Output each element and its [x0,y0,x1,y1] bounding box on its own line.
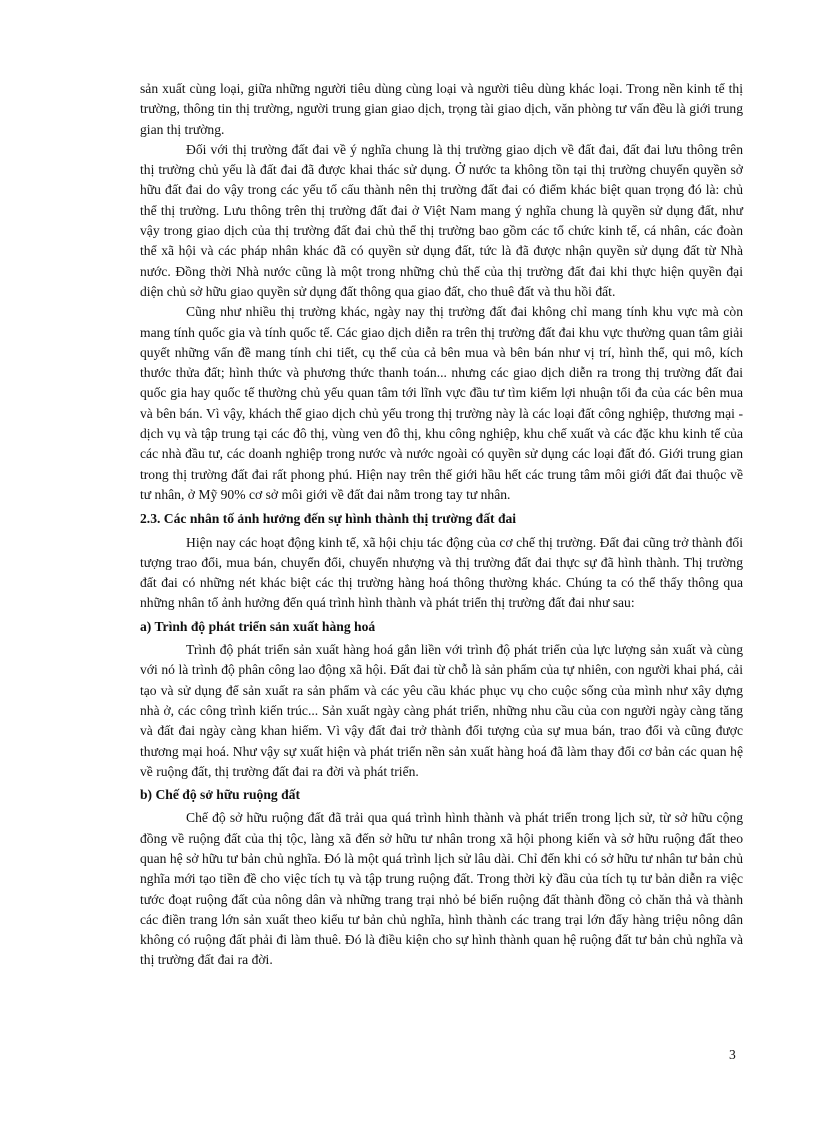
section-intro-paragraph: Hiện nay các hoạt động kinh tế, xã hội chịu tác động của cơ chế thị trường. Đất đai cũng trở thành đối tượng trao đổi, mua bán, chuyển đổi, chuyển nhượng và thị trường đất đai thực sự đã hình thành. Thị trường đất đai có những nét khác biệt các thị trường hàng hoá thông thường khác. Chúng ta có thể thấy thông qua những nhân tố ảnh hưởng đến quá trình hình thành và phát triển thị trường đất đai như sau: [140,534,743,611]
subsection-a-heading: a) Trình độ phát triển sản xuất hàng hoá [140,618,376,634]
subsection-a-paragraph: Trình độ phát triển sản xuất hàng hoá gắn liền với trình độ phát triển của lực lượng sản xuất và cùng với nó là trình độ phân công lao động xã hội. Đất đai từ chỗ là sản phẩm của tự nhiên, con người khai phá, cải tạo và sử dụng để sản xuất ra sản phẩm và các yêu cầu khác phục vụ cho cuộc sống của mình như xây dựng nhà ở, các công trình kiến trúc... Sản xuất ngày càng phát triển, những nhu cầu của con người ngày càng tăng và đất đai ngày càng khan hiếm. Vì vậy đất đai trở thành đối tượng của sự mua bán, trao đổi và cũng được thương mại hoá. Như vậy sự xuất hiện và phát triển nền sản xuất hàng hoá đã làm thay đổi cơ bản các quan hệ về ruộng đất, thị trường đất đai ra đời và phát triển. [140,642,743,779]
subsection-b-paragraph: Chế độ sở hữu ruộng đất đã trải qua quá trình hình thành và phát triển trong lịch sử, từ sở hữu cộng đồng về ruộng đất của thị tộc, làng xã đến sở hữu tư nhân trong xã hội phong kiến và sở hữu ruộng đất theo quan hệ sở hữu tư bản chủ nghĩa. Đó là một quá trình lịch sử lâu dài. Chỉ đến khi có sở hữu tư nhân tư bản chủ nghĩa mới tạo tiền đề cho việc tích tụ và tập trung ruộng đất. Trong thời kỳ đầu của tích tụ tư bản diễn ra việc tước đoạt ruộng đất của nông dân và những trang trại nhỏ bé biến ruộng đất thành đồng cỏ chăn thả và thành các điền trang lớn sản xuất theo kiểu tư bản chủ nghĩa, hình thành các trang trại lớn đẩy hàng triệu nông dân không có ruộng đất phải đi làm thuê. Đó là điều kiện cho sự hình thành quan hệ ruộng đất tư bản chủ nghĩa và thị trường đất đai ra đời. [140,810,743,968]
section-heading: 2.3. Các nhân tố ảnh hưởng đến sự hình thành thị trường đất đai [140,511,517,527]
paragraph-market-scope: Cũng như nhiều thị trường khác, ngày nay thị trường đất đai không chỉ mang tính khu vực mà còn mang tính quốc gia và tính quốc tế. Các giao dịch diễn ra trên thị trường đất đai khu vực thường quan tâm giải quyết những vấn đề mang tính chi tiết, cụ thể của cả bên mua và bên bán như vị trí, hình thể, qui mô, kích thước thửa đất; hình thức và phương thức thanh toán... nhưng các giao dịch diễn ra trong thị trường đất đai quốc gia hay quốc tế thường chủ yếu quan tâm tới lĩnh vực đầu tư tìm kiếm lợi nhuận tối đa của các bên mua và bên bán. Vì vậy, khách thể giao dịch chủ yếu trong thị trường này là các loại đất công nghiệp, thương mại - dịch vụ và tập trung tại các đô thị, vùng ven đô thị, khu công nghiệp, khu chế xuất và các đặc khu kinh tế của các nhà đầu tư, các doanh nghiệp trong nước và nước ngoài có quyền sử dụng các loại đất đó. Giới trung gian trong thị trường đất đai rất phong phú. Hiện nay trên thế giới hầu hết các trung tâm môi giới đất đai thuộc về tư nhân, ở Mỹ 90% cơ sở môi giới về đất đai nằm trong tay tư nhân. [140,304,743,502]
subsection-b-heading: b) Chế độ sở hữu ruộng đất [140,787,300,803]
document-page [140,79,743,971]
page-number: 3 [729,1047,736,1062]
paragraph-continuation: sản xuất cùng loại, giữa những người tiêu dùng cùng loại và người tiêu dùng khác loại. Trong nền kinh tế thị trường, thông tin thị trường, người trung gian giao dịch, trọng tài giao dịch, văn phòng tư vấn đều là giới trung gian thị trường. [140,81,743,137]
paragraph-land-market-subjects: Đối với thị trường đất đai về ý nghĩa chung là thị trường giao dịch về đất đai, đất đai lưu thông trên thị trường chủ yếu là đất đai đã được khai thác sử dụng. Ở nước ta không tồn tại thị trường chuyển quyền sở hữu đất đai do vậy trong các yếu tố cấu thành nên thị trường đất đai có điểm khác biệt quan trọng đó là: chủ thể thị trường. Lưu thông trên thị trường đất đai ở Việt Nam mang ý nghĩa chung là quyền sử dụng đất, như vậy trong giao dịch của thị trường đất đai chủ thể thị trường bao gồm các tổ chức kinh tế, cá nhân, các đoàn thể xã hội và các pháp nhân khác đã có quyền sử dụng đất, tức là đã được nhận quyền sử dụng đất từ Nhà nước. Đồng thời Nhà nước cũng là một trong những chủ thể của thị trường đất đai khi thực hiện quyền đại diện chủ sở hữu giao quyền sử dụng đất thông qua giao đất, cho thuê đất và thu hồi đất. [140,141,743,299]
